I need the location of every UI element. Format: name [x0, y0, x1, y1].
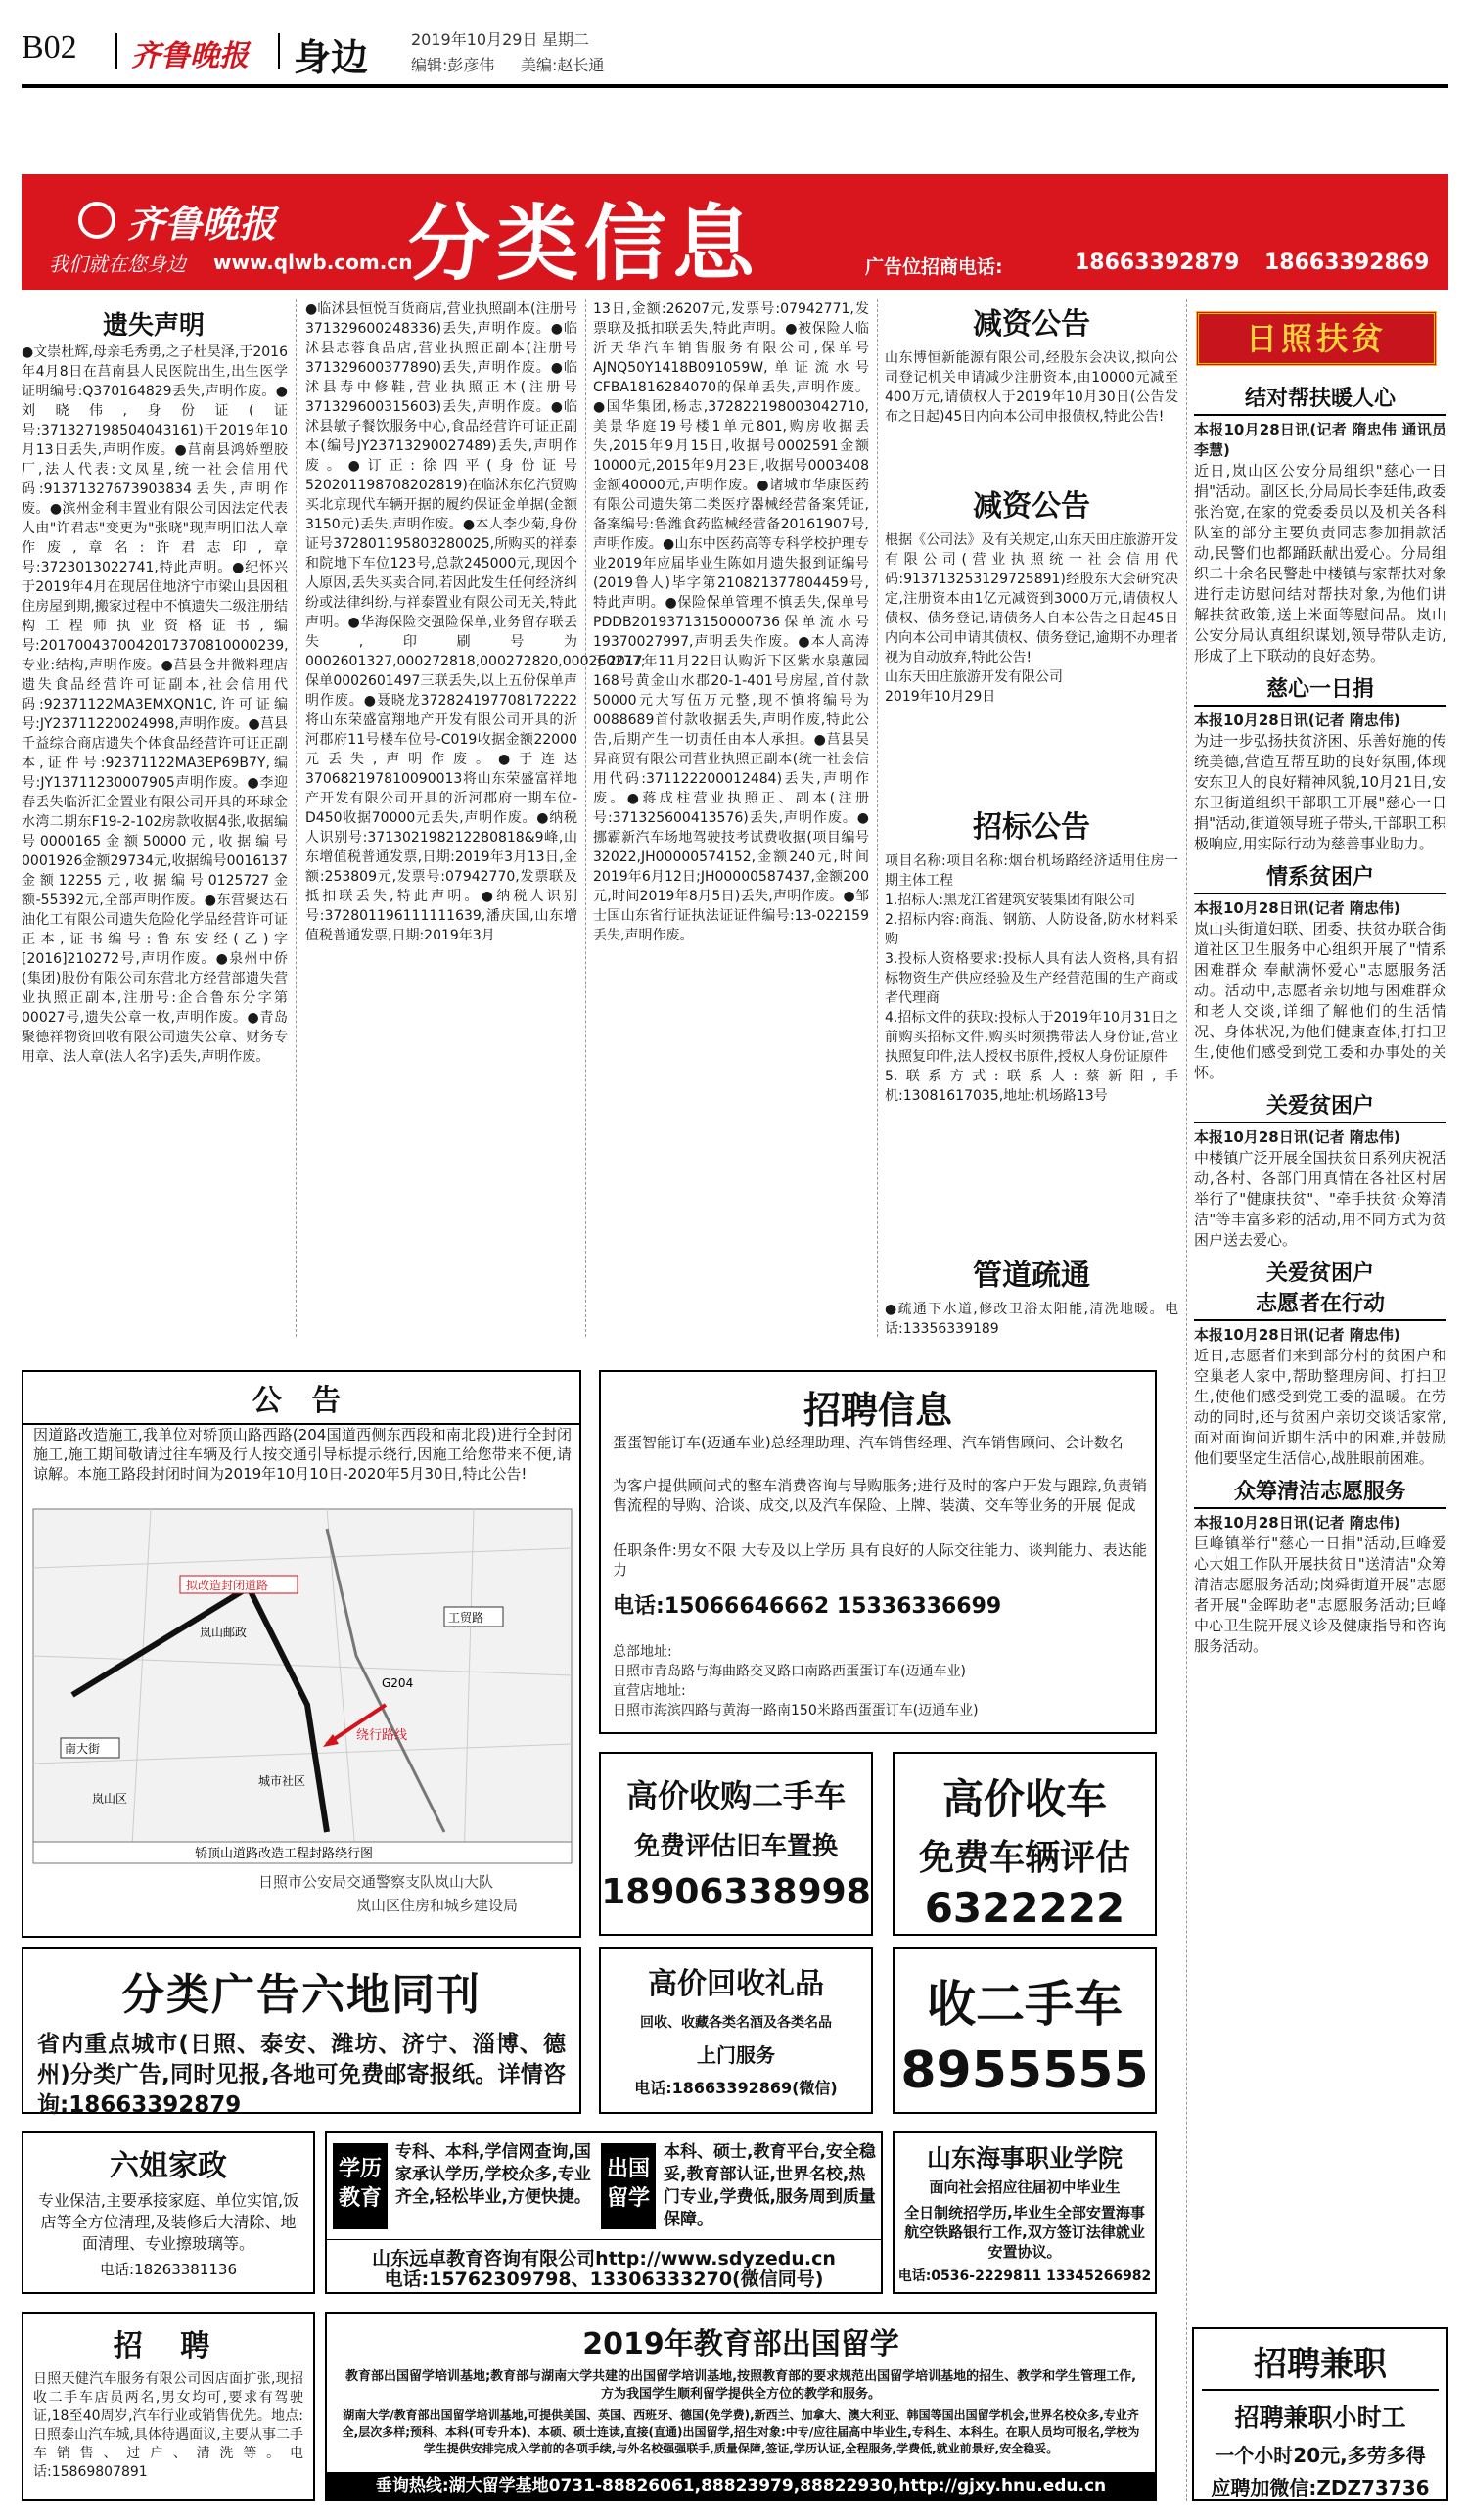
column-divider — [877, 299, 878, 1337]
map-label-road: G204 — [382, 1676, 414, 1690]
news-title: 关爱贫困户 — [1194, 1089, 1446, 1123]
edu-company: 山东远卓教育咨询有限公司http://www.sdyzedu.cn — [327, 2239, 881, 2270]
maritime-title: 山东海事职业学院 — [926, 2144, 1123, 2173]
lost-notice-title: 遗失声明 — [102, 311, 205, 341]
road-notice-box — [22, 1370, 581, 1938]
map-label-city: 城市社区 — [258, 1774, 306, 1788]
map-label-nanda: 南大街 — [65, 1742, 101, 1756]
news-body: 近日,志愿者们来到部分村的贫困户和空巢老人家中,帮助整理房间、打扫卫生,使他们感受到党工委的温暖。在劳动的同时,还与贫困户亲切交谈话家常,面对面询问近期生活中的困难,并鼓励他们要坚定生活信心,战胜眼前困难。 — [1194, 1347, 1446, 1467]
recruit-body-3: 任职条件:男女不限 大专及以上学历 具有良好的人际交往能力、谈判能力、表达能力 — [613, 1541, 1147, 1579]
designer: 美编:赵长通 — [521, 56, 605, 74]
road-notice-sign-1: 日照市公安局交通警察支队岚山大队 — [258, 1873, 494, 1891]
capital-reduction-body: 根据《公司法》及有关规定,山东天田庄旅游开发有限公司(营业执照统一社会信用代码:913713253129725891)经股东大会研究决定,注册资本由1亿元减资到3000万元,请债权人债权、债务登记,请债务人自本公告之日起45日内向本公司申请其债权、债务登记,逾期不办理者视为自动放弃,特此公告! 山东天田庄旅游开发有限公司 2019年10月29日 — [885, 532, 1178, 705]
page-header — [22, 22, 1448, 80]
map-label-gongmao: 工贸路 — [448, 1611, 484, 1625]
study-abroad-body-1: 教育部出国留学培训基地;教育部与湖南大学共建的出国留学培训基地,按照教育部的要求规范出国留学培训基地的招生、教学和学生管理工作,方为我国学生顺利留学提供全方位的教学和服务。 — [344, 2369, 1137, 2402]
study-abroad-ad — [325, 2312, 1157, 2501]
edu-ad — [325, 2131, 883, 2294]
used-car-3-phone: 8955555 — [900, 2041, 1149, 2100]
lost-notice-col-2: ●临沭县恒悦百货商店,营业执照副本(注册号371329600248336)丢失,声明作废。●临沭县志蓉食品店,营业执照正副本(注册号371329600377890)丢失,声明作废。●临沭县寿中修鞋,营业执照正本(注册号371329600315603)丢失,声明作废。●临沭县敏子餐饮服务中心,食品经营许可证正副本(编号JY23713290027489)丢失,声明作废。●订正:徐四平(身份证号520201198708202819)在临沭东亿汽贸购买北京现代车辆开据的履约保证金单据(金额3150元)丢失,声明作废。●本人李少菊,身份证号372801195803280025,所购买的祥泰和院地下车位123号,总款245000元,现因个人原因,丢失买卖合同,若因此发生任何经济纠纷或法律纠纷,与祥泰置业有限公司无关,特此声明。●华海保险交强险保单,业务留存联丢失,印刷号为0002601327,000272818,000272820,000260277;保单0002601497三联丢失,以上五份保单声明作废。●聂晓龙372824197708172222将山东荣盛富翔地产开发有限公司开具的沂河郡府11号楼车位号-C019收据金额22000元丢失,声明作废。●于连达370682197810090013将山东荣盛富祥地产开发有限公司开具的沂河郡府一期车位-D450收据70000元丢失,声明作废。●纳税人识别号:371302198212280818&9峰,山东增值税普通发票,日期:2019年3月13日,金额:253809元,发票号:07942770,发票联及抵扣联丢失,特此声明。●纳税人识别号:372801196111111639,潘庆国,山东增值税普通发票,日期:2019年3月 — [305, 301, 646, 943]
capital-reduction-title: 减资公告 — [973, 489, 1090, 524]
banner-phone-1: 18663392879 — [1075, 251, 1240, 275]
news-title: 结对帮扶暖人心 — [1194, 382, 1446, 416]
used-car-1-title: 高价收购二手车 — [625, 1777, 846, 1814]
news-title: 慈心一日捐 — [1194, 672, 1446, 707]
rizhao-badge-text: 日照扶贫 — [1245, 320, 1387, 357]
road-notice-body: 因道路改造施工,我单位对轿顶山路西路(204国道西侧东西段和南北段)进行全封闭施工,施工期间敬请过往车辆及行人按交通引导标提示绕行,因施工给您带来不便,请谅解。本施工路段封闭时间为2019年10月10日-2020年5月30日,特此公告! — [33, 1426, 572, 1483]
divider-bar — [278, 33, 280, 69]
recruit-phone: 电话:15066646662 15336336699 — [613, 1594, 1002, 1619]
tender-title: 招标公告 — [973, 810, 1090, 845]
editor: 编辑:彭彦伟 — [411, 56, 495, 74]
news-item — [1194, 1475, 1446, 1657]
news-body: 中楼镇广泛开展全国扶贫日系列庆祝活动,各村、各部门用真情在各社区村居举行了"健康扶贫"、"牵手扶贫·众筹清洁"等丰富多彩的活动,用不同方式为贫困户送去爱心。 — [1194, 1149, 1446, 1249]
used-car-2-sub: 免费车辆评估 — [918, 1838, 1130, 1878]
used-car-1-phone: 18906338998 — [601, 1872, 871, 1912]
hiring-small-ad — [22, 2312, 315, 2501]
recruit-addr-3: 直营店地址: — [613, 1683, 686, 1699]
issue-date: 2019年10月29日 — [411, 30, 538, 49]
banner-slogan: 我们就在您身边 — [49, 252, 186, 276]
news-title: 情系贫困户 — [1194, 860, 1446, 894]
news-body: 巨峰镇举行"慈心一日捐"活动,巨峰爱心大姐工作队开展扶贫日"送清洁"众筹清洁志愿服务活动;岗舜街道开展"志愿者开展"金晖助老"志愿服务活动;巨峰中心卫生院开展义诊及健康指导和咨询服务活动。 — [1194, 1535, 1446, 1655]
recruit-title: 招聘信息 — [803, 1389, 952, 1432]
news-body: 为进一步弘扬扶贫济困、乐善好施的传统美德,营造互帮互助的良好氛围,体现安东卫人的良好精神风貌,10月21日,安东卫街道组织干部职工开展"慈心一日捐"活动,街道领导班子带头,干部职工积极响应,用实际行动为慈善事业助力。 — [1194, 732, 1446, 852]
recruit-addr-2: 日照市青岛路与海曲路交叉路口南路西蛋蛋订车(迈通车业) — [613, 1664, 966, 1679]
map-label-closed: 拟改造封闭道路 — [186, 1579, 269, 1592]
banner — [22, 174, 1448, 290]
section-name: 身边 — [294, 36, 369, 79]
news-byline: 本报10月28日讯(记者 隋忠伟) — [1194, 899, 1400, 917]
used-car-ad-1 — [599, 1752, 873, 1936]
edu-tag: 学历 教育 — [333, 2143, 388, 2229]
capital-reduction-2 — [885, 481, 1178, 707]
used-car-2-phone: 6322222 — [924, 1884, 1125, 1932]
banner-title: 分类信息 — [408, 196, 761, 292]
news-item — [1194, 860, 1446, 1083]
rizhao-badge — [1196, 311, 1437, 366]
six-city-title: 分类广告六地同刊 — [121, 1970, 482, 2020]
road-notice-sign-2: 岚山区住房和城乡建设局 — [356, 1897, 519, 1914]
housekeeping-ad — [22, 2131, 315, 2294]
divider-bar — [115, 33, 117, 69]
maritime-phone: 电话:0536-2229811 13345266982 — [897, 2268, 1152, 2284]
hiring-small-body: 日照天健汽车服务有限公司因店面扩张,现招收二手车店员两名,男女均可,要求有驾驶证,18至40周岁,汽车行业或销售优先。地点:日照泰山汽车城,具体待遇面议,主要从事二手车销售、过户、清洗等。电话:15869807891 — [33, 2371, 303, 2480]
news-body: 近日,岚山区公安分局组织"慈心一日捐"活动。副区长,分局局长李廷伟,政委张治宽,在家的党委委员以及机关各科队室的部分主要负责同志参加捐款活动,民警们也都踊跃献出爱心。分局组织二十余名民警赴中楼镇与家帮扶对象进行走访慰问结对帮扶对象,为他们讲解扶贫政策,送上米面等慰问品。岚山公安分局认真组织谋划,领导带队走访,形成了上下联动的良好态势。 — [1194, 462, 1446, 664]
used-car-ad-2 — [893, 1752, 1157, 1936]
news-byline: 本报10月28日讯(记者 隋忠伟) — [1194, 1514, 1400, 1532]
parttime-line-1: 招聘兼职小时工 — [1234, 2404, 1406, 2432]
recruit-body-2: 为客户提供顾问式的整车消费咨询与导购服务;进行及时的客户开发与跟踪,负责销售流程的导购、洽谈、成交,以及汽车保险、上牌、装潢、交车等业务的开展 促成 — [613, 1477, 1147, 1514]
column-divider — [296, 299, 297, 1337]
tender-notice — [885, 802, 1178, 1106]
maritime-ad — [893, 2131, 1157, 2294]
news-item — [1194, 1257, 1446, 1469]
gift-sub-2: 上门服务 — [697, 2043, 775, 2067]
parttime-ad — [1192, 2327, 1448, 2501]
recruit-addr-1: 总部地址: — [613, 1644, 672, 1660]
banner-url: www.qlwb.com.cn — [213, 251, 413, 274]
used-car-ad-3 — [893, 1947, 1157, 2114]
housekeeping-phone: 电话:18263381136 — [99, 2261, 238, 2278]
paper-name: 齐鲁晚报 — [131, 39, 249, 73]
used-car-1-sub: 免费评估旧车置换 — [633, 1832, 838, 1861]
parttime-title: 招聘兼职 — [1202, 2337, 1439, 2391]
map-label-lanshan: 岚山区 — [92, 1792, 128, 1806]
map-caption: 轿顶山道路改造工程封路绕行图 — [195, 1847, 374, 1861]
capital-reduction-body: 山东博恒新能源有限公司,经股东会决议,拟向公司登记机关申请减少注册资本,由10000元减至400万元,请债权人于2019年10月30日(公告发布之日起)45日内向本公司申报债权,特此公告! — [885, 350, 1178, 425]
news-byline: 本报10月28日讯(记者 隋忠伟) — [1194, 711, 1400, 729]
news-item — [1194, 1089, 1446, 1251]
recruit-addr-4: 日照市海滨四路与黄海一路南150米路西蛋蛋订车(迈通车业) — [613, 1703, 979, 1718]
news-item — [1194, 672, 1446, 854]
capital-reduction-1 — [885, 299, 1178, 427]
tender-body: 项目名称:项目名称:烟台机场路经济适用住房一期主体工程 1.招标人:黑龙江省建筑安装集团有限公司 2.招标内容:商混、钢筋、人防设备,防水材料采购 3.投标人资格要求:投标人具有法人资格,具有招标物资生产供应经验及生产经营范围的生产商或者代理商 4.招标文件的获取:投标人于2019年10月31日之前购买招标文件,购买时须携带法人身份证,营业执照复印件,法人授权书原件,授权人身份证原件 5.联系方式:联系人:蔡新阳,手机:13081617035,地址:机场路13号 — [885, 853, 1178, 1104]
road-map — [33, 1509, 572, 1863]
column-divider — [585, 299, 586, 1337]
news-item — [1194, 382, 1446, 666]
page-number: B02 — [22, 29, 77, 66]
hiring-small-title: 招 聘 — [113, 2329, 224, 2363]
lost-notice-col-3: 13日,金额:26207元,发票号:07942771,发票联及抵扣联丢失,特此声明。●被保险人临沂天华汽车销售服务有限公司,保单号AJNQ50Y1418B091059W,单证流水号CFBA1816284070的保单丢失,声明作废。●国华集团,杨志,372822198003042710,美景华庭19号楼1单元801,购房收据丢失,2015年9月15日,收据号0002591金额10000元,2015年9月23日,收据号0003408金额40000元,声明作废。●诸城市华康医药有限公司遗失第二类医疗器械经营备案凭证,备案编号:鲁潍食药监械经营备20161907号,声明作废。●山东中医药高等专科学校护理专业2019年应届毕业生陈如月遗失报到证编号(2019鲁人)毕字第210821377804459号,特此声明。●保险保单管理不慎丢失,保单号PDDB20193713150000736保单流水号19370027997,声明丢失作废。●本人高涛于2017年11月22日认购沂下区紫水泉蕙园168号黄金山水郡20-1-401号房屋,首付款50000元大写伍万元整,现不慎将编号为0088689首付款收据丢失,声明作废,特此公告,后期产生一切责任由本人承担。●莒县吴昇商贸有限公司营业执照正副本(统一社会信用代码:371122200012484)丢失,声明作废。●蒋成柱营业执照正、副本(注册号:371325600413576)丢失,声明作废。●挪霸新汽车场地驾驶技考试费收据(项目编号32022,JH00000574152,金额240元,时间2019年6月12日;JH00000587437,金额200元,时间2019年8月5日)丢失,声明作废。●邹士国山东省行证执法证证件编号:13-022159丢失,声明作废。 — [593, 301, 869, 943]
study-abroad-body-2: 湖南大学/教育部出国留学培训基地,可提供美国、英国、西班牙、德国(免学费),新西兰、加拿大、澳大利亚、韩国等国出国留学机会,世界名校众多,专业齐全,层次多样;预科、本科(可专升本)、本硕、硕士连读,直接(直通)出国留学,招生对象:中专/应往届高中毕业生,专科生、本科生。在职人员均可报名,学校为学生提供安排完成入学前的各项手续,与外名校强强联手,质量保障,签证,学历认证,全程服务,学费低,就业前景好,安全稳妥。 — [342, 2408, 1140, 2455]
recruit-body-1: 蛋蛋智能订车(迈通车业)总经理助理、汽车销售经理、汽车销售顾问、会计数名 — [613, 1434, 1124, 1451]
news-title: 关爱贫困户 志愿者在行动 — [1194, 1257, 1446, 1321]
news-byline: 本报10月28日讯(记者 隋忠伟) — [1194, 1128, 1400, 1146]
used-car-2-title: 高价收车 — [941, 1775, 1107, 1823]
gift-phone: 电话:18663392869(微信) — [634, 2079, 838, 2097]
header-rule — [22, 84, 1448, 88]
news-body: 岚山头街道妇联、团委、扶贫办联合街道社区卫生服务中心组织开展了"情系困难群众 奉献满怀爱心"志愿服务活动。活动中,志愿者亲切地与困难群众和老人交谈,详细了解他们的生活情况、身体状况,为他们健康查体,打扫卫生,使他们感受到党工委和办事处的关怀。 — [1194, 920, 1446, 1081]
edu-phone: 电话:15762309798、13306333270(微信同号) — [384, 2268, 824, 2290]
abroad-tag: 出国 留学 — [601, 2143, 656, 2229]
housekeeping-body: 专业保洁,主要承接家庭、单位实馆,饭店等全方位清理,及装修后大清除、地面清理、专业擦玻璃等。 — [37, 2191, 299, 2253]
news-byline: 本报10月28日讯(记者 隋忠伟 通讯员 李慧) — [1194, 421, 1446, 459]
edu-body: 专科、本科,学信网查询,国家承认学历,学校众多,专业齐全,轻松毕业,方便快捷。 — [395, 2142, 591, 2207]
gift-sub: 回收、收藏各类名酒及各类名品 — [640, 2015, 832, 2031]
parttime-line-3: 应聘加微信:ZDZ73736 — [1211, 2476, 1430, 2499]
column-divider — [1186, 299, 1187, 2501]
banner-ad-label: 广告位招商电话: — [865, 256, 1003, 278]
rizhao-news-list — [1194, 382, 1446, 2339]
pipe-ad — [885, 1251, 1178, 1339]
study-abroad-title: 2019年教育部出国留学 — [582, 2327, 899, 2361]
housekeeping-title: 六姐家政 — [110, 2149, 227, 2183]
maritime-sub: 面向社会招应往届初中毕业生 — [929, 2178, 1121, 2196]
news-byline: 本报10月28日讯(记者 隋忠伟) — [1194, 1326, 1400, 1344]
road-notice-title: 公 告 — [23, 1376, 579, 1425]
lost-notice-col-1: ●文崇杜辉,母亲毛秀勇,之子杜昊泽,于2016年4月8日在莒南县人民医院出生,出生医学证明编号:Q370164829丢失,声明作废。●刘晓伟,身份证(证号:371327198504043161)于2019年10月13日丢失,声明作废。●莒南县鸿娇塑胶厂,法人代表:文凤星,统一社会信用代码:91371327673903834丢失,声明作废。●滨州金利丰置业有限公司因法定代表人由"许君志"变更为"张晓"现声明旧法人章作废,章名:许君志印,章号:3723013022741,特此声明。●纪怀兴于2019年4月在现居住地济宁市梁山县因租住房屋到期,搬家过程中不慎遗失二级注册结构工程师执业资格证书,编号:2017004370042017370810000239,专业:结构,声明作废。●莒县仓井微料理店遗失食品经营许可证副本,社会信用代码:92371122MA3EMXQN1C,许可证编号:JY23711220024998,声明作废。●莒县千益综合商店遗失个体食品经营许可证正副本,证件号:92371122MA3EP69B7Y,编号:JY13711230007905声明作废。●李迎春丢失临沂汇金置业有限公司开具的环球金水湾二期东F19-2-102房款收据4张,收据编号0000165金额50000元,收据编号0001926金额29734元,收据编号0016137金额12255元,收据编号0125727金额-55392元,全部声明作废。●东营聚达石油化工有限公司遗失危险化学品经营许可证正本,证书编号:鲁东安经(乙)字[2016]210272号,声明作废。●泉州中侨(集团)股份有限公司东营北方经营部遗失营业执照正副本,注册号:企合鲁东分字第00027号,遗失公章一枚,声明作废。●青岛聚德祥物资回收有限公司遗失公章、财务专用章、法人章(法人名字)丢失,声明作废。 — [22, 344, 289, 1065]
used-car-3-title: 收二手车 — [927, 1976, 1123, 2033]
capital-reduction-title: 减资公告 — [973, 307, 1090, 342]
six-city-body: 省内重点城市(日照、泰安、潍坊、济宁、淄博、德州)分类广告,同时见报,各地可免费邮寄报纸。详情咨询:18663392879 — [37, 2032, 566, 2118]
logo-circle-icon — [78, 202, 115, 239]
pipe-body: ●疏通下水道,修改卫浴太阳能,清洗地暖。电话:13356339189 — [885, 1302, 1178, 1337]
parttime-line-2: 一个小时20元,多劳多得 — [1215, 2444, 1426, 2467]
map-label-youzheng: 岚山邮政 — [200, 1626, 248, 1639]
gift-title: 高价回收礼品 — [648, 1967, 824, 2001]
recruit-box — [599, 1370, 1157, 1734]
news-title: 众筹清洁志愿服务 — [1194, 1475, 1446, 1509]
six-city-ad — [22, 1947, 581, 2118]
pipe-title: 管道疏通 — [973, 1259, 1090, 1293]
gift-recycle-ad — [599, 1947, 873, 2114]
logo-text: 齐鲁晚报 — [127, 202, 277, 246]
abroad-body: 本科、硕士,教育平台,安全稳妥,教育部认证,世界名校,热门专业,学费低,服务周到质量保障。 — [664, 2142, 876, 2229]
maritime-body: 全日制统招学历,毕业生全部安置海事航空铁路银行工作,双方签订法律就业安置协议。 — [904, 2204, 1145, 2261]
banner-phone-2: 18663392869 — [1264, 251, 1430, 275]
banner-logo — [78, 194, 372, 246]
weekday: 星期二 — [542, 30, 590, 49]
map-label-detour: 绕行路线 — [356, 1728, 408, 1743]
study-abroad-hotline: 垂询热线:湖大留学基地0731-88826061,88823979,88822930,http://gjxy.hnu.edu.cn — [327, 2472, 1155, 2499]
